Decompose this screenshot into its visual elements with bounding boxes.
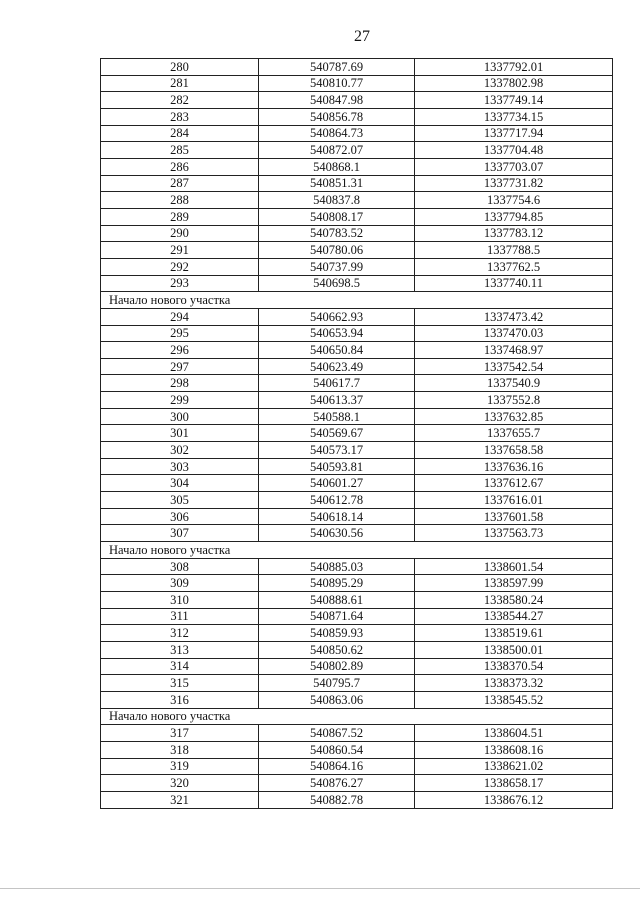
point-number-cell: 313 <box>101 641 259 658</box>
second-coordinate-cell: 1338370.54 <box>415 658 613 675</box>
point-number-cell: 286 <box>101 158 259 175</box>
first-coordinate-cell: 540872.07 <box>259 142 415 159</box>
first-coordinate-cell: 540871.64 <box>259 608 415 625</box>
second-coordinate-cell: 1337612.67 <box>415 475 613 492</box>
first-coordinate-cell: 540569.67 <box>259 425 415 442</box>
point-number-cell: 312 <box>101 625 259 642</box>
point-number-cell: 317 <box>101 725 259 742</box>
coordinates-table <box>100 58 613 809</box>
point-number-cell: 291 <box>101 242 259 259</box>
table-row <box>101 275 613 292</box>
table-row <box>101 75 613 92</box>
second-coordinate-cell: 1337788.5 <box>415 242 613 259</box>
table-row <box>101 592 613 609</box>
first-coordinate-cell: 540737.99 <box>259 258 415 275</box>
second-coordinate-cell: 1337749.14 <box>415 92 613 109</box>
table-row <box>101 208 613 225</box>
second-coordinate-cell: 1337552.8 <box>415 392 613 409</box>
section-header-row <box>101 542 613 559</box>
point-number-cell: 314 <box>101 658 259 675</box>
table-row <box>101 791 613 808</box>
second-coordinate-cell: 1337754.6 <box>415 192 613 209</box>
first-coordinate-cell: 540810.77 <box>259 75 415 92</box>
point-number-cell: 284 <box>101 125 259 142</box>
table-row <box>101 625 613 642</box>
second-coordinate-cell: 1338545.52 <box>415 691 613 708</box>
table-row <box>101 525 613 542</box>
table-row <box>101 641 613 658</box>
table-row <box>101 408 613 425</box>
first-coordinate-cell: 540860.54 <box>259 741 415 758</box>
table-row <box>101 142 613 159</box>
second-coordinate-cell: 1337731.82 <box>415 175 613 192</box>
second-coordinate-cell: 1337468.97 <box>415 342 613 359</box>
second-coordinate-cell: 1337616.01 <box>415 492 613 509</box>
point-number-cell: 321 <box>101 791 259 808</box>
table-row <box>101 125 613 142</box>
first-coordinate-cell: 540885.03 <box>259 558 415 575</box>
point-number-cell: 302 <box>101 442 259 459</box>
first-coordinate-cell: 540780.06 <box>259 242 415 259</box>
table-row <box>101 392 613 409</box>
scan-edge-line <box>0 888 640 889</box>
table-row <box>101 375 613 392</box>
second-coordinate-cell: 1337783.12 <box>415 225 613 242</box>
section-header-row <box>101 292 613 309</box>
first-coordinate-cell: 540795.7 <box>259 675 415 692</box>
point-number-cell: 290 <box>101 225 259 242</box>
point-number-cell: 296 <box>101 342 259 359</box>
section-label: Начало нового участка <box>101 708 613 725</box>
second-coordinate-cell: 1338621.02 <box>415 758 613 775</box>
first-coordinate-cell: 540662.93 <box>259 308 415 325</box>
table-row <box>101 608 613 625</box>
second-coordinate-cell: 1337703.07 <box>415 158 613 175</box>
point-number-cell: 308 <box>101 558 259 575</box>
table-row <box>101 675 613 692</box>
table-row <box>101 508 613 525</box>
first-coordinate-cell: 540895.29 <box>259 575 415 592</box>
table-row <box>101 59 613 76</box>
table-body <box>101 59 613 809</box>
section-label: Начало нового участка <box>101 292 613 309</box>
table-row <box>101 558 613 575</box>
second-coordinate-cell: 1337655.7 <box>415 425 613 442</box>
point-number-cell: 292 <box>101 258 259 275</box>
first-coordinate-cell: 540863.06 <box>259 691 415 708</box>
point-number-cell: 299 <box>101 392 259 409</box>
second-coordinate-cell: 1337762.5 <box>415 258 613 275</box>
first-coordinate-cell: 540856.78 <box>259 108 415 125</box>
point-number-cell: 280 <box>101 59 259 76</box>
first-coordinate-cell: 540623.49 <box>259 358 415 375</box>
second-coordinate-cell: 1337717.94 <box>415 125 613 142</box>
table-row <box>101 258 613 275</box>
table-row <box>101 308 613 325</box>
first-coordinate-cell: 540698.5 <box>259 275 415 292</box>
table-row <box>101 158 613 175</box>
point-number-cell: 282 <box>101 92 259 109</box>
first-coordinate-cell: 540783.52 <box>259 225 415 242</box>
table-row <box>101 475 613 492</box>
section-header-row <box>101 708 613 725</box>
second-coordinate-cell: 1338658.17 <box>415 775 613 792</box>
point-number-cell: 285 <box>101 142 259 159</box>
second-coordinate-cell: 1337601.58 <box>415 508 613 525</box>
point-number-cell: 304 <box>101 475 259 492</box>
second-coordinate-cell: 1338519.61 <box>415 625 613 642</box>
second-coordinate-cell: 1337792.01 <box>415 59 613 76</box>
second-coordinate-cell: 1338608.16 <box>415 741 613 758</box>
table-row <box>101 342 613 359</box>
first-coordinate-cell: 540864.73 <box>259 125 415 142</box>
second-coordinate-cell: 1337636.16 <box>415 458 613 475</box>
first-coordinate-cell: 540808.17 <box>259 208 415 225</box>
first-coordinate-cell: 540859.93 <box>259 625 415 642</box>
table-row <box>101 741 613 758</box>
point-number-cell: 303 <box>101 458 259 475</box>
point-number-cell: 288 <box>101 192 259 209</box>
second-coordinate-cell: 1338373.32 <box>415 675 613 692</box>
first-coordinate-cell: 540868.1 <box>259 158 415 175</box>
section-label: Начало нового участка <box>101 542 613 559</box>
first-coordinate-cell: 540851.31 <box>259 175 415 192</box>
first-coordinate-cell: 540888.61 <box>259 592 415 609</box>
first-coordinate-cell: 540613.37 <box>259 392 415 409</box>
table-row <box>101 492 613 509</box>
second-coordinate-cell: 1337540.9 <box>415 375 613 392</box>
first-coordinate-cell: 540617.7 <box>259 375 415 392</box>
second-coordinate-cell: 1338500.01 <box>415 641 613 658</box>
point-number-cell: 300 <box>101 408 259 425</box>
point-number-cell: 305 <box>101 492 259 509</box>
second-coordinate-cell: 1337802.98 <box>415 75 613 92</box>
table-row <box>101 425 613 442</box>
point-number-cell: 319 <box>101 758 259 775</box>
second-coordinate-cell: 1337470.03 <box>415 325 613 342</box>
point-number-cell: 309 <box>101 575 259 592</box>
point-number-cell: 289 <box>101 208 259 225</box>
second-coordinate-cell: 1338544.27 <box>415 608 613 625</box>
second-coordinate-cell: 1338580.24 <box>415 592 613 609</box>
table-row <box>101 458 613 475</box>
first-coordinate-cell: 540837.8 <box>259 192 415 209</box>
second-coordinate-cell: 1338604.51 <box>415 725 613 742</box>
table-row <box>101 358 613 375</box>
second-coordinate-cell: 1338676.12 <box>415 791 613 808</box>
page-number: 27 <box>354 28 370 45</box>
table-row <box>101 758 613 775</box>
first-coordinate-cell: 540593.81 <box>259 458 415 475</box>
table-row <box>101 225 613 242</box>
first-coordinate-cell: 540653.94 <box>259 325 415 342</box>
point-number-cell: 320 <box>101 775 259 792</box>
point-number-cell: 318 <box>101 741 259 758</box>
first-coordinate-cell: 540867.52 <box>259 725 415 742</box>
first-coordinate-cell: 540618.14 <box>259 508 415 525</box>
point-number-cell: 298 <box>101 375 259 392</box>
first-coordinate-cell: 540876.27 <box>259 775 415 792</box>
point-number-cell: 301 <box>101 425 259 442</box>
table-row <box>101 775 613 792</box>
point-number-cell: 310 <box>101 592 259 609</box>
point-number-cell: 316 <box>101 691 259 708</box>
second-coordinate-cell: 1337473.42 <box>415 308 613 325</box>
table-row <box>101 325 613 342</box>
point-number-cell: 307 <box>101 525 259 542</box>
point-number-cell: 306 <box>101 508 259 525</box>
second-coordinate-cell: 1338601.54 <box>415 558 613 575</box>
second-coordinate-cell: 1338597.99 <box>415 575 613 592</box>
first-coordinate-cell: 540630.56 <box>259 525 415 542</box>
first-coordinate-cell: 540573.17 <box>259 442 415 459</box>
first-coordinate-cell: 540650.84 <box>259 342 415 359</box>
first-coordinate-cell: 540882.78 <box>259 791 415 808</box>
first-coordinate-cell: 540847.98 <box>259 92 415 109</box>
table-row <box>101 192 613 209</box>
first-coordinate-cell: 540612.78 <box>259 492 415 509</box>
second-coordinate-cell: 1337740.11 <box>415 275 613 292</box>
table-row <box>101 242 613 259</box>
point-number-cell: 311 <box>101 608 259 625</box>
second-coordinate-cell: 1337632.85 <box>415 408 613 425</box>
point-number-cell: 297 <box>101 358 259 375</box>
point-number-cell: 315 <box>101 675 259 692</box>
first-coordinate-cell: 540850.62 <box>259 641 415 658</box>
point-number-cell: 283 <box>101 108 259 125</box>
second-coordinate-cell: 1337542.54 <box>415 358 613 375</box>
point-number-cell: 294 <box>101 308 259 325</box>
table-row <box>101 575 613 592</box>
table-row <box>101 108 613 125</box>
point-number-cell: 295 <box>101 325 259 342</box>
second-coordinate-cell: 1337794.85 <box>415 208 613 225</box>
table-row <box>101 442 613 459</box>
first-coordinate-cell: 540787.69 <box>259 59 415 76</box>
first-coordinate-cell: 540601.27 <box>259 475 415 492</box>
second-coordinate-cell: 1337658.58 <box>415 442 613 459</box>
table-row <box>101 691 613 708</box>
point-number-cell: 281 <box>101 75 259 92</box>
second-coordinate-cell: 1337704.48 <box>415 142 613 159</box>
table-row <box>101 658 613 675</box>
second-coordinate-cell: 1337563.73 <box>415 525 613 542</box>
first-coordinate-cell: 540802.89 <box>259 658 415 675</box>
table-row <box>101 725 613 742</box>
first-coordinate-cell: 540588.1 <box>259 408 415 425</box>
table-row <box>101 92 613 109</box>
second-coordinate-cell: 1337734.15 <box>415 108 613 125</box>
point-number-cell: 287 <box>101 175 259 192</box>
point-number-cell: 293 <box>101 275 259 292</box>
first-coordinate-cell: 540864.16 <box>259 758 415 775</box>
table-row <box>101 175 613 192</box>
